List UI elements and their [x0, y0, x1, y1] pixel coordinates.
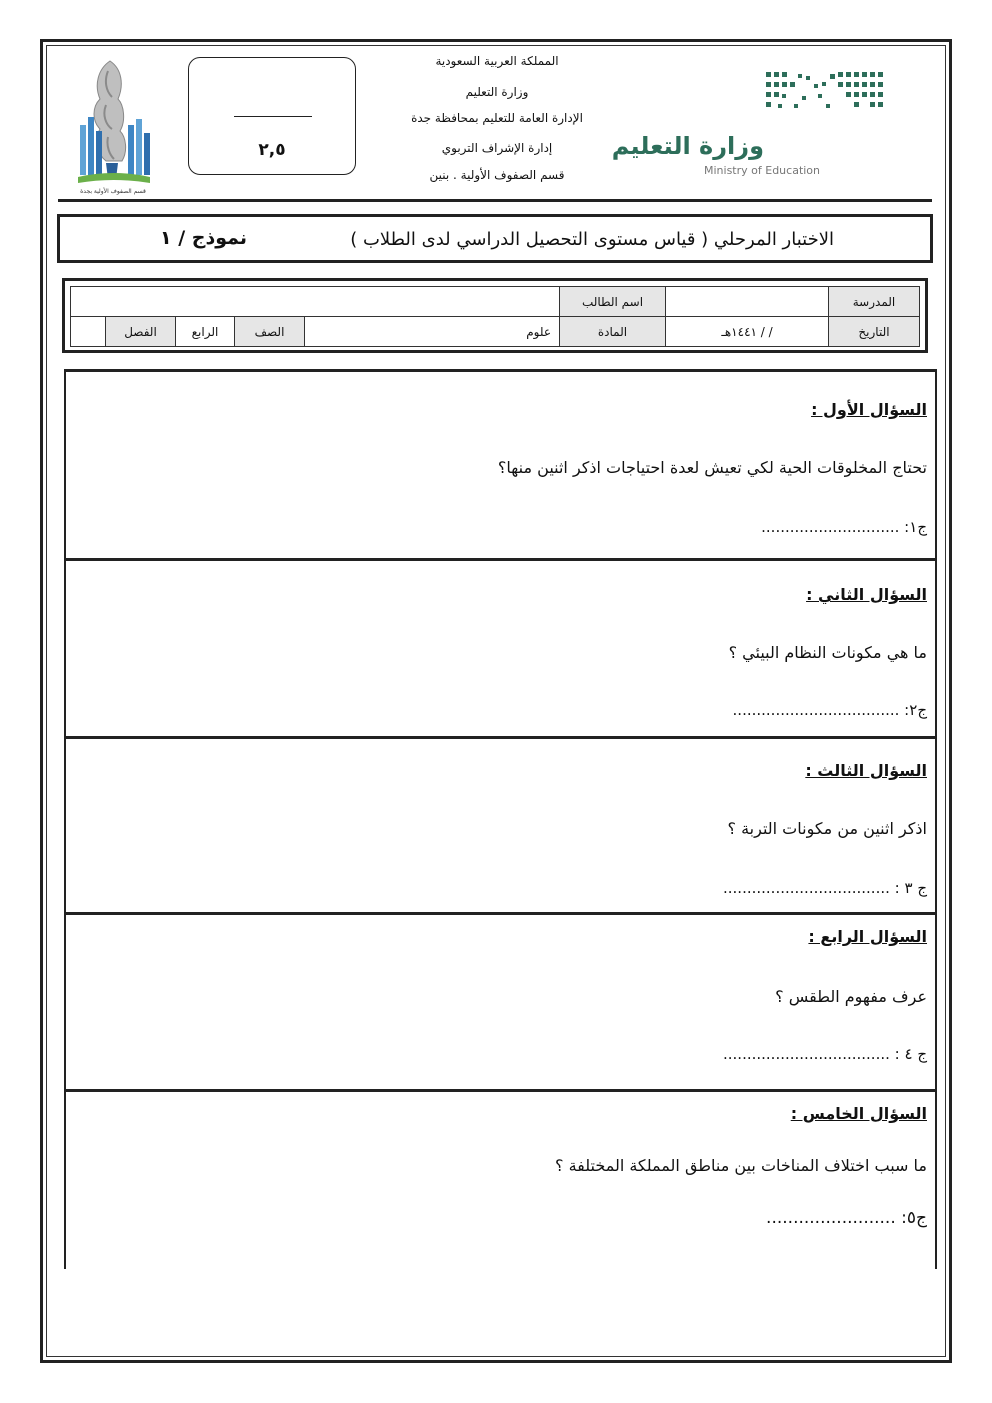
header-line-kingdom: المملكة العربية السعودية — [435, 54, 559, 68]
answer-2-line[interactable]: ج٢: ................................... — [732, 701, 927, 719]
student-name-label: اسم الطالب — [560, 287, 666, 317]
ministry-logo-arabic: وزارة التعليم — [611, 132, 764, 160]
question-5-title: السؤال الخامس : — [790, 1104, 927, 1123]
exam-title-box — [57, 214, 933, 263]
header-line-directorate: الإدارة العامة للتعليم بمحافظة جدة — [411, 111, 583, 125]
question-4-title: السؤال الرابع : — [808, 927, 927, 946]
exam-title: الاختبار المرحلي ( قياس مستوى التحصيل الدراسي لدى الطلاب ) — [350, 229, 834, 250]
school-label: المدرسة — [829, 287, 920, 317]
question-1-section — [64, 369, 937, 560]
question-3-section — [64, 736, 937, 915]
subject-label: المادة — [560, 317, 666, 347]
student-name-field[interactable] — [71, 287, 560, 317]
date-field[interactable]: / / ١٤٤١هـ — [666, 317, 829, 347]
answer-1-line[interactable]: ج١: ............................. — [761, 518, 927, 536]
student-info-box — [62, 278, 928, 353]
question-3-title: السؤال الثالث : — [805, 761, 927, 780]
question-4-section — [64, 912, 937, 1091]
question-5-section — [64, 1089, 937, 1269]
header-line-supervision: إدارة الإشراف التربوي — [441, 141, 553, 155]
exam-model-number: نموذج / ١ — [160, 227, 248, 249]
question-4-text: عرف مفهوم الطقس ؟ — [775, 987, 927, 1006]
question-2-text: ما هي مكونات النظام البيئي ؟ — [728, 643, 927, 662]
question-3-text: اذكر اثنين من مكونات التربة ؟ — [727, 819, 927, 838]
info-row-1 — [71, 287, 920, 317]
date-label: التاريخ — [829, 317, 920, 347]
subject-field: علوم — [305, 317, 560, 347]
header-line-department: قسم الصفوف الأولية . بنين — [429, 168, 565, 182]
class-field[interactable] — [71, 317, 106, 347]
header-line-ministry: وزارة التعليم — [465, 85, 529, 99]
question-1-text: تحتاج المخلوقات الحية لكي تعيش لعدة احتياجات اذكر اثنين منها؟ — [497, 458, 927, 477]
question-2-title: السؤال الثاني : — [806, 585, 927, 604]
class-label: الفصل — [106, 317, 176, 347]
info-row-2 — [71, 317, 920, 347]
score-divider — [234, 116, 312, 117]
answer-4-line[interactable]: ج ٤ : ................................... — [723, 1045, 927, 1063]
header-separator — [58, 199, 932, 202]
grade-field: الرابع — [176, 317, 235, 347]
score-box — [188, 57, 356, 175]
score-total: ٢,٥ — [258, 140, 286, 160]
grade-label: الصف — [235, 317, 305, 347]
question-2-section — [64, 558, 937, 738]
ministry-of-education-logo — [611, 66, 890, 182]
primary-grades-logo — [72, 55, 154, 197]
student-info-table — [70, 286, 920, 347]
ministry-logo-english: Ministry of Education — [704, 164, 821, 177]
question-5-text: ما سبب اختلاف المناخات بين مناطق المملكة المختلفة ؟ — [554, 1156, 927, 1175]
question-1-title: السؤال الأول : — [811, 400, 927, 419]
school-field[interactable] — [666, 287, 829, 317]
left-logo-caption: قسم الصفوف الأولية بجدة — [80, 188, 146, 195]
answer-5-line[interactable]: ج٥: ........................ — [766, 1208, 927, 1228]
answer-3-line[interactable]: ج ٣ : ................................... — [723, 879, 927, 897]
